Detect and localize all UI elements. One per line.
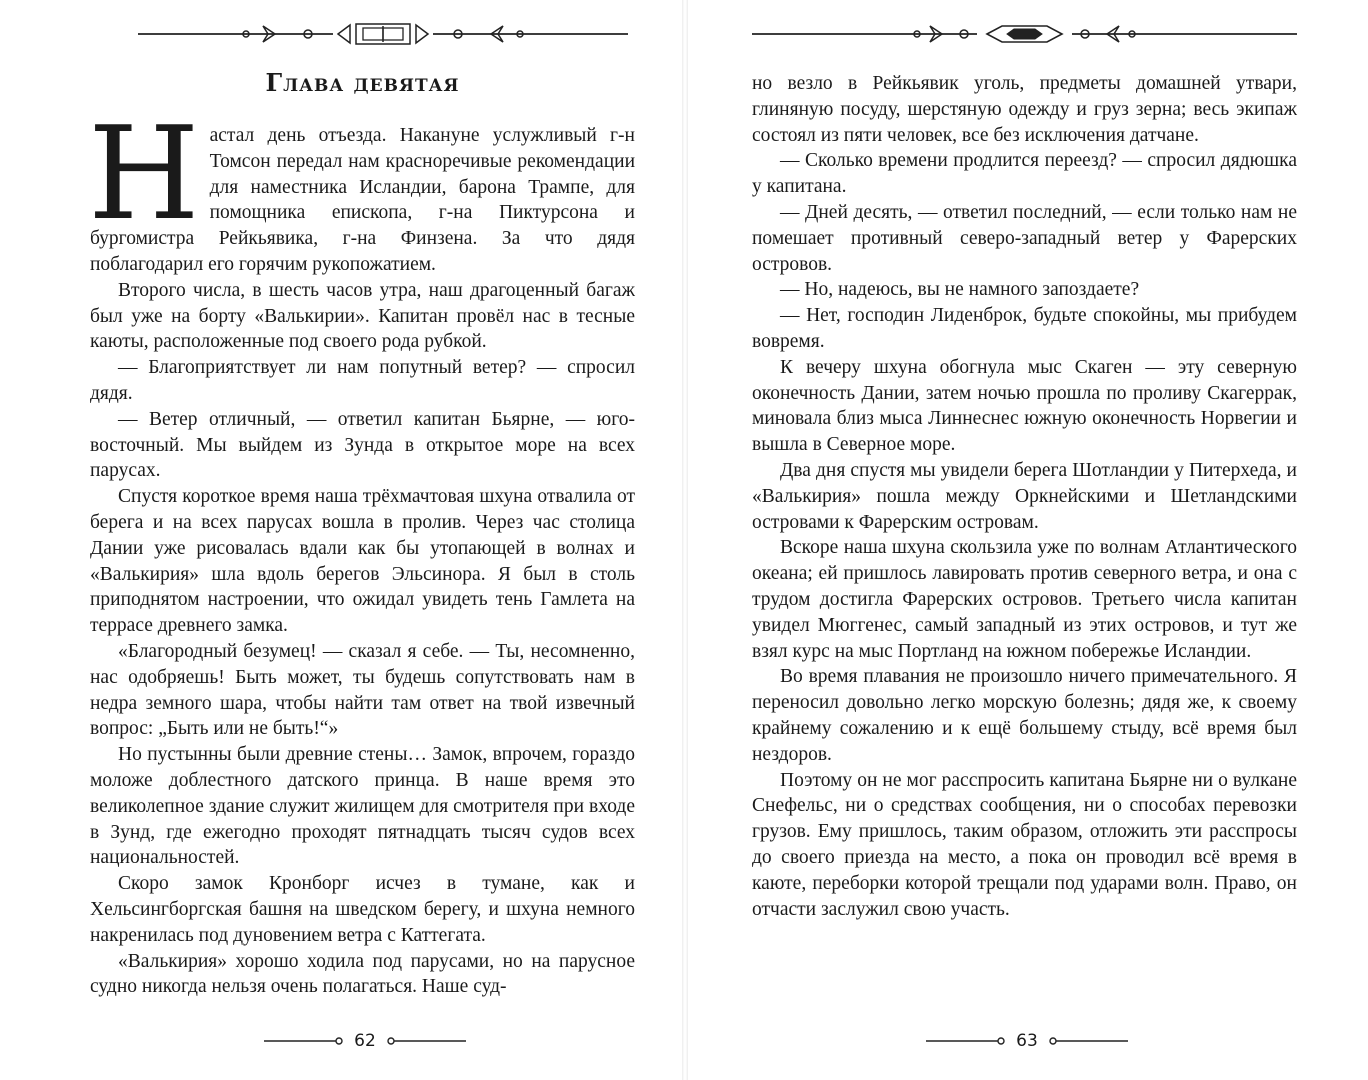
continuation-paragraph: но везло в Рейкьявик уголь, предметы домашней утвари, глиняную посуду, шерстяную одежду и груз зерна; весь экипаж состоял из пяти человек, все без исключения датчане. [752, 73, 1297, 146]
paragraph: Вскоре наша шхуна скользила уже по волнам Атлантического океана; ей пришлось лавировать против северного ветра, и она с трудом достигла Фарерских островов. Третьего числа капитан увидел Мюггенес, самый западный из этих островов, и тут же взял курс на мыс Портланд на южном побережье Исландии. [752, 537, 1297, 662]
paragraph: — Дней десять, — ответил последний, — если только нам не помешает противный северо-западный ветер у Фарерских островов. [752, 201, 1297, 275]
paragraph: Два дня спустя мы увидели берега Шотландии у Питерхеда, и «Валькирия» пошла между Оркнейскими и Шетландскими островами к Фарерским островам. [752, 459, 1297, 533]
paragraph: — Ветер отличный, — ответил капитан Бьярне, — юго-восточный. Мы выйдем из Зунда в открытое море на всех парусах. [90, 408, 635, 482]
page-number-footer-right [902, 1026, 1152, 1056]
footer-rule-icon [926, 1035, 1006, 1047]
left-page-text [88, 100, 635, 1000]
drop-cap: Н [88, 100, 200, 249]
paragraph: — Нет, господин Лиденброк, будьте спокойны, мы прибудем вовремя. [752, 305, 1297, 352]
paragraph: Но пустынны были древние стены… Замок, впрочем, гораздо моложе доблестного датского принца. В наше время это великолепное здание служит жилищем для смотрителя при входе в Зунд, где ежегодно проходят пятнадцать тысяч судов всех национальностей. [90, 744, 635, 869]
book-gutter [682, 0, 688, 1080]
first-paragraph-text: астал день отъезда. Накануне услужливый г-н Томсон передал нам красноречивые рекомендации для наместника Исландии, барона Трампе, для помощника епископа, г-на Пиктурсона и бургомистра Рейкьявика, г-на Финзена. За что дядя поблагодарил его горячим рукопожатием. [90, 125, 635, 275]
chapter-title: Глава девятая [265, 68, 460, 97]
first-paragraph [88, 100, 635, 278]
paragraph: — Сколько времени продлится переезд? — спросил дядюшка у капитана. [752, 150, 1297, 198]
page-number-footer-left [240, 1026, 490, 1056]
right-page-text [752, 71, 1297, 922]
paragraph: Во время плавания не произошло ничего примечательного. Я переносил довольно легко морскую болезнь; дядя же, к своему крайнему сожалению и к ещё большему стыду, всё время был нездоров. [752, 666, 1297, 765]
paragraph: — Но, надеюсь, вы не намного запоздаете? [780, 279, 1140, 301]
page-number: 62 [354, 1031, 376, 1051]
footer-rule-icon [264, 1035, 344, 1047]
top-ornament-left [138, 20, 628, 48]
paragraph: Скоро замок Кронборг исчез в тумане, как и Хельсингборгская башня на шведском берегу, и шхуна немного накренилась под дуновением ветра с Каттегата. [90, 873, 635, 946]
paragraph: Спустя короткое время наша трёхмачтовая шхуна отвалила от берега и на всех парусах вошла в пролив. Через час столица Дании уже рисовалась вдали как бы утопающей в волнах и «Валькирия» шла вдоль берегов Эльсинора. Я был в столь приподнятом настроении, что ожидал увидеть тень Гамлета на террасе древнего замка. [90, 486, 635, 637]
right-page [752, 0, 1297, 1080]
paragraph: «Валькирия» хорошо ходила под парусами, но на парусное судно никогда нельзя очень полагаться. Наше суд- [90, 950, 635, 998]
footer-rule-icon [1048, 1035, 1128, 1047]
top-ornament-right [752, 20, 1297, 48]
page-number: 63 [1016, 1031, 1038, 1051]
footer-rule-icon [386, 1035, 466, 1047]
paragraph: Поэтому он не мог расспросить капитана Бьярне ни о вулкане Снефельс, ни о средствах сообщения, ни о способах перевозки грузов. Ему пришлось, таким образом, отложить эти расспросы до своего приезда на место, а пока он проводил всё время в каюте, переборки которой трещали под ударами волн. Право, он отчасти заслужил свою участь. [752, 769, 1297, 920]
paragraph: — Благоприятствует ли нам попутный ветер? — спросил дядя. [90, 357, 635, 404]
paragraph: «Благородный безумец! — сказал я себе. — Ты, несомненно, нас одобряешь! Быть может, ты будешь сопутствовать нам в недра земного шара, чтобы найти там ответ на твой извечный вопрос: „Быть или не быть!“» [90, 640, 635, 740]
left-page [90, 0, 635, 1080]
paragraph: Второго числа, в шесть часов утра, наш драгоценный багаж был уже на борту «Валькирии». Капитан провёл нас в тесные каюты, расположенные под своего рода рубкой. [90, 279, 635, 353]
paragraph: К вечеру шхуна обогнула мыс Скаген — эту северную оконечность Дании, затем ночью прошла по проливу Скагеррак, миновала близ мыса Линнеснес южную оконечность Норвегии и вышла в Северное море. [752, 356, 1297, 456]
